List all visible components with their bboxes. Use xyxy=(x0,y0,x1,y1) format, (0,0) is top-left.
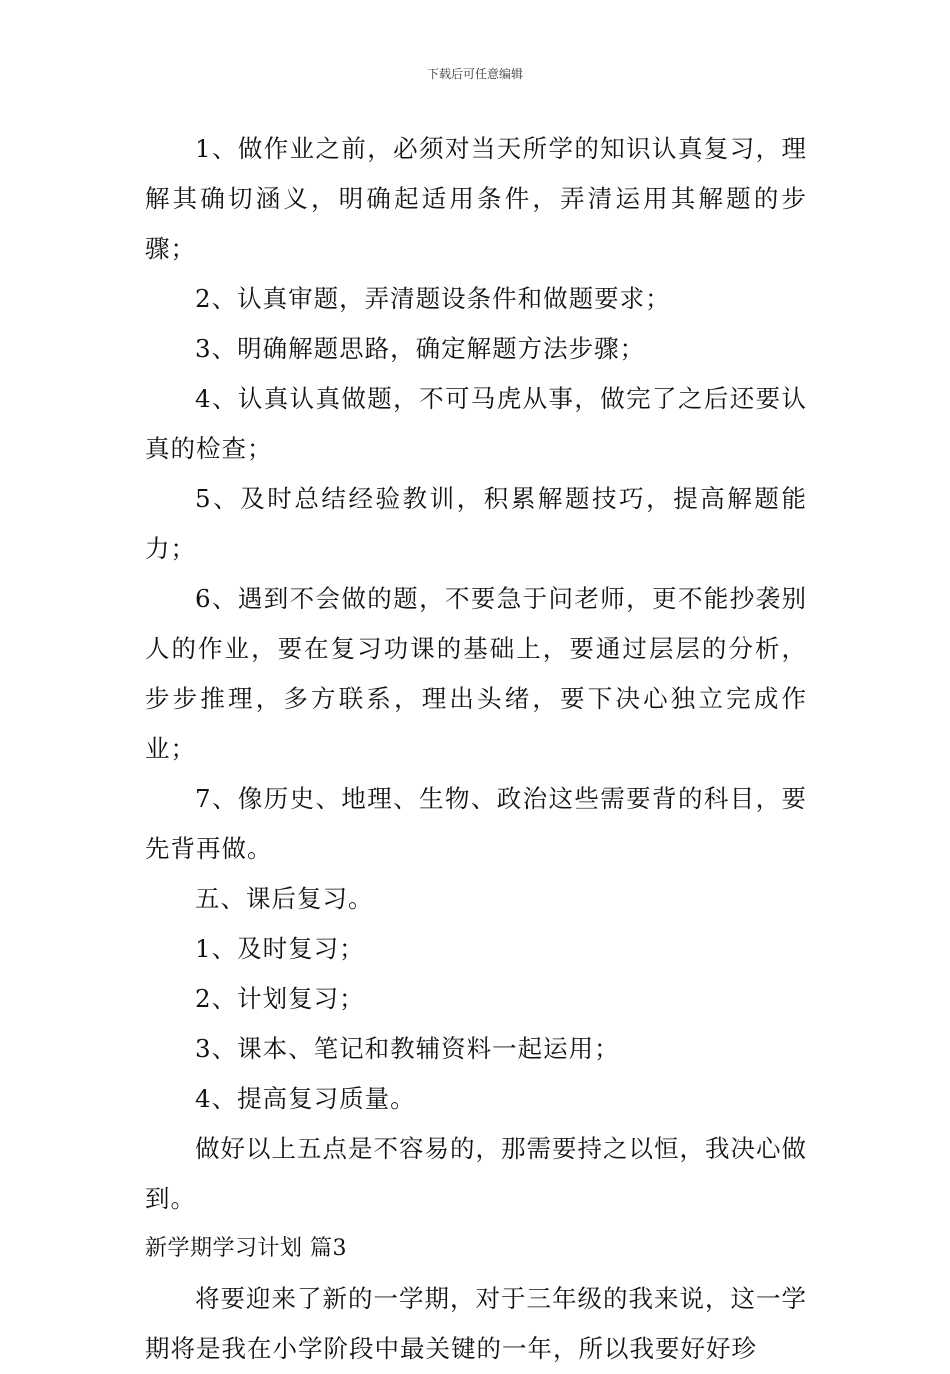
paragraph-homework-step-6: 6、遇到不会做的题，不要急于问老师，更不能抄袭别人的作业，要在复习功课的基础上，要通过层层的分析，步步推理，多方联系，理出头绪，要下决心独立完成作业； xyxy=(145,584,807,763)
paragraph-homework-step-1: 1、做作业之前，必须对当天所学的知识认真复习，理解其确切涵义，明确起适用条件，弄清运用其解题的步骤； xyxy=(145,134,807,263)
document-body xyxy=(145,124,807,1374)
paragraph-review-step-2: 2、计划复习； xyxy=(195,984,365,1013)
paragraph-homework-step-3: 3、明确解题思路，确定解题方法步骤； xyxy=(195,334,646,363)
paragraph-homework-step-5: 5、及时总结经验教训，积累解题技巧，提高解题能力； xyxy=(145,484,807,563)
paragraph-homework-step-4: 4、认真认真做题，不可马虎从事，做完了之后还要认真的检查； xyxy=(145,384,807,463)
paragraph-plan-intro: 将要迎来了新的一学期，对于三年级的我来说，这一学期将是我在小学阶段中最关键的一年，所以我要好好珍 xyxy=(145,1284,807,1363)
paragraph-section-five-title: 五、课后复习。 xyxy=(195,884,374,913)
page-header-note: 下载后可任意编辑 xyxy=(426,67,523,81)
paragraph-review-step-3: 3、课本、笔记和教辅资料一起运用； xyxy=(195,1034,620,1063)
section-title: 新学期学习计划 篇3 xyxy=(145,1236,347,1261)
paragraph-homework-step-7: 7、像历史、地理、生物、政治这些需要背的科目，要先背再做。 xyxy=(145,784,807,863)
paragraph-review-step-4: 4、提高复习质量。 xyxy=(195,1084,416,1113)
paragraph-review-step-1: 1、及时复习； xyxy=(195,934,365,963)
paragraph-conclusion: 做好以上五点是不容易的，那需要持之以恒，我决心做到。 xyxy=(145,1134,807,1213)
paragraph-homework-step-2: 2、认真审题，弄清题设条件和做题要求； xyxy=(195,284,671,313)
